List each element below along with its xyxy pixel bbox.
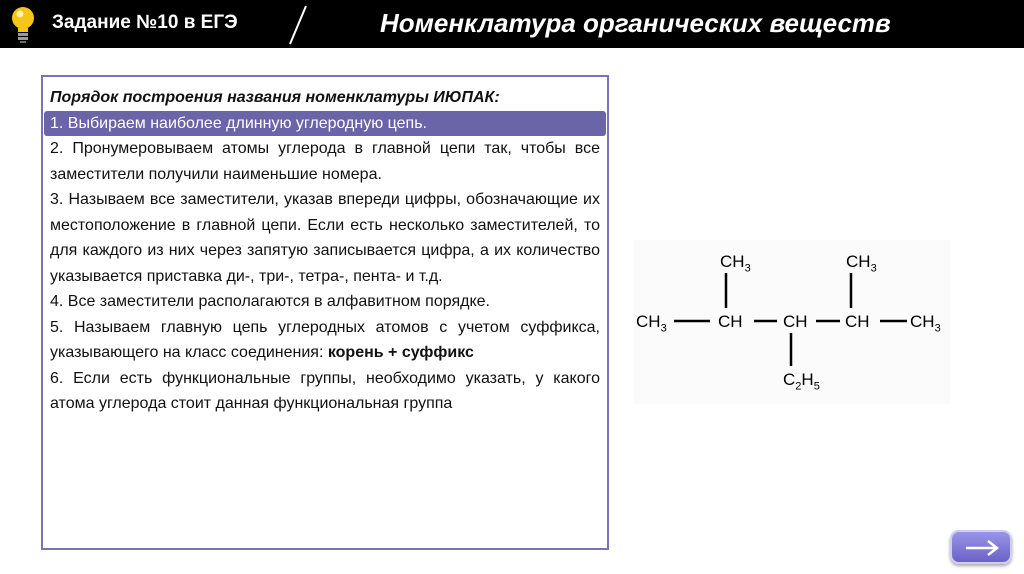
rules-heading: Порядок построения названия номенклатуры ИЮПАК: [50, 89, 500, 106]
page-title: Номенклатура органических веществ [380, 8, 891, 38]
structural-formula [634, 240, 950, 404]
arrow-right-icon [964, 539, 1000, 557]
ch-3: CH [845, 312, 870, 331]
c2h5-bottom: $C_2H_5$ [783, 370, 820, 393]
rule-step-4: 4. Все заместители располагаются в алфавитном порядке. [50, 293, 490, 310]
rule-step-2: 2. Пронумеровываем атомы углерода в главной цепи так, чтобы все заместители получили наименьшие номера. [50, 140, 600, 183]
ch3-top-1: $CH_3$ [720, 252, 751, 275]
rule-step-6: 6. Если есть функциональные группы, необходимо указать, у какого атома углерода стоит данная функциональная группа [50, 369, 600, 412]
ch3-left: $CH_3$ [636, 312, 667, 335]
rule-step-3: 3. Называем все заместители, указав впереди цифры, обозначающие их местоположение в главной цепи. Если есть несколько заместителей, то для каждого из них через запятую записывается цифра, а их количество указывается приставка ди-, три-, тетра-, пента- и т.д. [50, 191, 600, 285]
task-label: Задание №10 в ЕГЭ [52, 12, 238, 33]
header-bar [0, 0, 1024, 48]
ch-1: CH [718, 312, 743, 331]
rules-box [41, 75, 609, 550]
lightbulb-icon [8, 4, 38, 44]
ch-2: CH [783, 312, 808, 331]
rule-step-5-text: 5. Называем главную цепь углеродных атомов с учетом суффикса, указывающего на класс соединения: [50, 318, 600, 361]
ch3-right: $CH_3$ [910, 312, 941, 335]
next-slide-button[interactable] [950, 530, 1012, 564]
ch3-top-2: $CH_3$ [846, 252, 877, 275]
rule-step-5 [50, 315, 600, 366]
divider-slash [286, 4, 310, 46]
rule-step-1: 1. Выбираем наиболее длинную углеродную цепь. [44, 111, 606, 137]
rule-step-5-bold: корень + суффикс [327, 344, 474, 361]
